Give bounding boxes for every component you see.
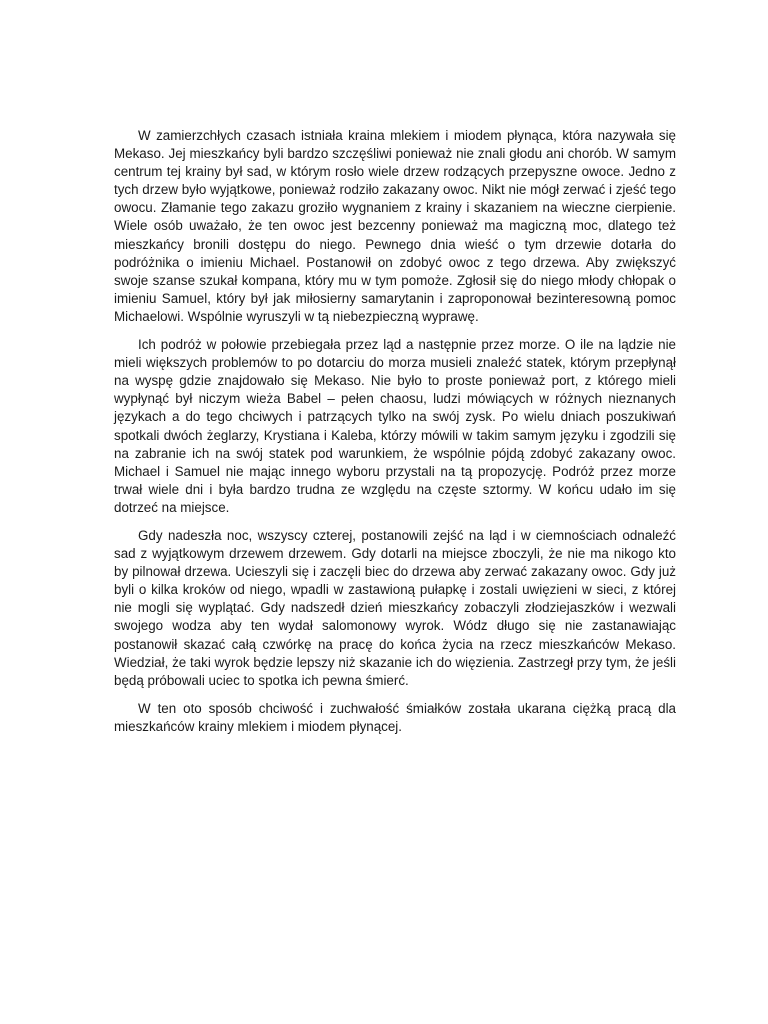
paragraph-1: W zamierzchłych czasach istniała kraina mlekiem i miodem płynąca, która nazywała się Mekaso. Jej mieszkańcy byli bardzo szczęśliwi ponieważ nie znali głodu ani chorób. W samym centrum tej krainy był sad, w którym rosło wiele drzew rodzących przepyszne owoce. Jedno z tych drzew było wyjątkowe, ponieważ rodziło zakazany owoc. Nikt nie mógł zerwać i zjeść tego owocu. Złamanie tego zakazu groziło wygnaniem z krainy i skazaniem na wieczne cierpienie. Wiele osób uważało, że ten owoc jest bezcenny ponieważ ma magiczną moc, dlatego też mieszkańcy bronili dostępu do niego. Pewnego dnia wieść o tym drzewie dotarła do podróżnika o imieniu Michael. Postanowił on zdobyć owoc z tego drzewa. Aby zwiększyć swoje szanse szukał kompana, który mu w tym pomoże. Zgłosił się do niego młody chłopak o imieniu Samuel, który był jak miłosierny samarytanin i zaproponował bezinteresowną pomoc Michaelowi. Wspólnie wyruszyli w tą niebezpieczną wyprawę. <box>114 128 676 324</box>
paragraph-2: Ich podróż w połowie przebiegała przez ląd a następnie przez morze. O ile na lądzie nie mieli większych problemów to po dotarciu do morza musieli znaleźć statek, którym przepłynął na wyspę gdzie znajdowało się Mekaso. Nie było to proste ponieważ port, z którego mieli wypłynąć był niczym wieża Babel – pełen chaosu, ludzi mówiących w różnych nieznanych językach a do tego chciwych i patrzących tylko na swój zysk. Po wielu dniach poszukiwań spotkali dwóch żeglarzy, Krystiana i Kaleba, którzy mówili w takim samym języku i zgodzili się na zabranie ich na swój statek pod warunkiem, że wspólnie pójdą zdobyć zakazany owoc. Michael i Samuel nie mając innego wyboru przystali na tą propozycję. Podróż przez morze trwał wiele dni i była bardzo trudna ze względu na częste sztormy. W końcu udało im się dotrzeć na miejsce. <box>114 337 676 515</box>
paragraph-3: Gdy nadeszła noc, wszyscy czterej, postanowili zejść na ląd i w ciemnościach odnaleźć sad z wyjątkowym drzewem drzewem. Gdy dotarli na miejsce zboczyli, że nie ma nikogo kto by pilnował drzewa. Ucieszyli się i zaczęli biec do drzewa aby zerwać zakazany owoc. Gdy już byli o kilka kroków od niego, wpadli w zastawioną pułapkę i zostali uwięzieni w sieci, z której nie mogli się wyplątać. Gdy nadszedł dzień mieszkańcy zobaczyli złodziejaszków i wezwali swojego wodza aby ten wydał salomonowy wyrok. Wódz długo się nie zastanawiając postanowił skazać całą czwórkę na pracę do końca życia na rzecz mieszkańców Mekaso. Wiedział, że taki wyrok będzie lepszy niż skazanie ich do więzienia. Zastrzegł przy tym, że jeśli będą próbowali uciec to spotka ich pewna śmierć. <box>114 527 676 688</box>
document-body <box>114 127 676 746</box>
paragraph-4: W ten oto sposób chciwość i zuchwałość śmiałków została ukarana ciężką pracą dla mieszkańców krainy mlekiem i miodem płynącej. <box>114 700 676 734</box>
